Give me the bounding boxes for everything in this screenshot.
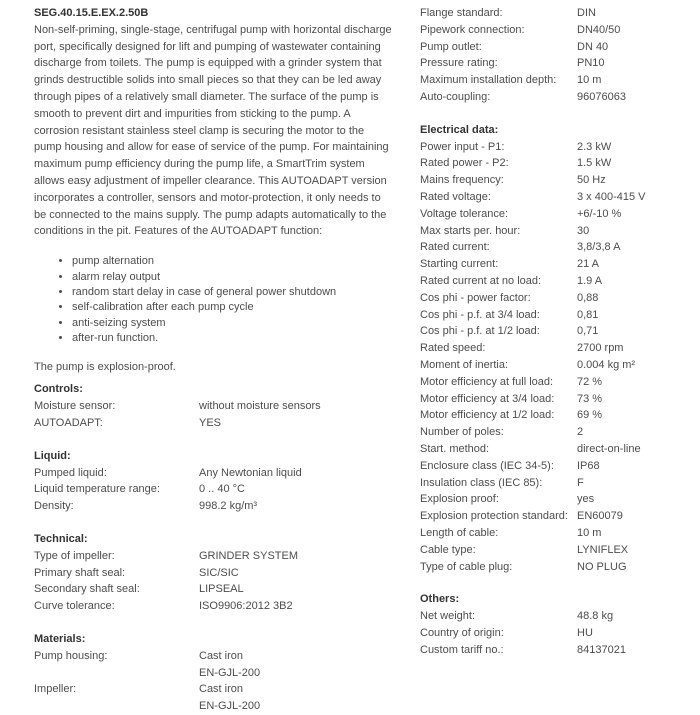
feature-item: • alarm relay output [72, 270, 394, 285]
spec-label: Motor efficiency at 1/2 load: [420, 409, 555, 422]
spec-row [34, 598, 394, 615]
spec-row [420, 55, 690, 72]
spec-label: Country of origin: [420, 626, 504, 639]
spec-label: Auto-coupling: [420, 90, 491, 103]
spec-label: Starting current: [420, 258, 499, 271]
spec-value: +6/-10 % [577, 207, 622, 220]
controls-title: Controls: [34, 383, 83, 396]
spec-row [420, 273, 690, 290]
spec-label: Length of cable: [420, 526, 499, 539]
spec-row [420, 525, 690, 542]
spec-row [420, 139, 690, 156]
product-description: Non-self-priming, single-stage, centrifugal pump with horizontal discharge port, specifically designed for lift and pumping of wastewater containing discharge from toilets. The pump is equipped with a grinder system that grinds destructible solids into small pieces so that they can be led away through pipes of a relatively small diameter. The surface of the pump is smooth to prevent dirt and impurities from sticking to the pump. A corrosion resistant stainless steel clamp is securing the motor to the pump housing and allow for ease of service of the pump. For maintaining maximum pump efficiency during the pump life, a SmartTrim system allows easy adjustment of impeller clearance. This AUTOADAPT version incorporates a controller, sensors and motor-protection, it only needs to be connected to the mains supply. The pump adapts automatically to the conditions in the pit. Features of the AUTOADAPT function: [34, 23, 392, 238]
spec-value: 1.9 A [577, 274, 603, 287]
spec-value: 2.3 kW [577, 140, 612, 153]
spec-value: YES [199, 416, 222, 429]
spec-label: Pump outlet: [420, 40, 482, 53]
spec-value: 1.5 kW [577, 157, 612, 170]
spec-label: Rated current at no load: [420, 274, 542, 287]
spec-value: Cast iron [199, 649, 244, 662]
spec-label: Insulation class (IEC 85): [420, 476, 543, 489]
spec-value: 10 m [577, 74, 602, 87]
spec-value: direct-on-line [577, 442, 641, 455]
spec-label: Max starts per. hour: [420, 224, 521, 237]
spec-label: AUTOADAPT: [34, 416, 103, 429]
spec-value: 21 A [577, 258, 600, 271]
spec-label: Start. method: [420, 442, 490, 455]
spec-label: Net weight: [420, 610, 476, 623]
spec-label: Custom tariff no.: [420, 643, 504, 656]
right-column [420, 5, 690, 658]
spec-row [420, 559, 690, 576]
spec-row [420, 608, 690, 625]
spec-label: Voltage tolerance: [420, 207, 509, 220]
spec-label: Curve tolerance: [34, 600, 115, 613]
spec-value: NO PLUG [577, 560, 627, 573]
spec-row [34, 581, 394, 598]
electrical-title: Electrical data: [420, 123, 499, 136]
spec-label: Pumped liquid: [34, 466, 107, 479]
feature-item: • pump alternation [72, 254, 394, 269]
spec-row [420, 642, 690, 659]
spec-label: Cos phi - p.f. at 1/2 load: [420, 325, 540, 338]
feature-item: • anti-seizing system [72, 316, 394, 331]
spec-value: LYNIFLEX [577, 543, 629, 556]
spec-value: 72 % [577, 375, 603, 388]
spec-row [34, 681, 394, 698]
spec-label: Motor efficiency at 3/4 load: [420, 392, 555, 405]
spec-value: GRINDER SYSTEM [199, 549, 299, 562]
spec-row [420, 491, 690, 508]
spec-value: EN-GJL-200 [199, 666, 261, 679]
spec-label: Number of poles: [420, 426, 504, 439]
spec-row [420, 89, 690, 106]
spec-value: 998.2 kg/m³ [199, 500, 258, 513]
spec-value: SIC/SIC [199, 566, 239, 579]
spec-row [420, 22, 690, 39]
spec-row [420, 172, 690, 189]
spec-value: 50 Hz [577, 174, 606, 187]
spec-value: HU [577, 626, 593, 639]
spec-value: 0.004 kg m² [577, 358, 636, 371]
spec-row [34, 548, 394, 565]
spec-row [420, 458, 690, 475]
spec-value: 0,81 [577, 308, 599, 321]
spec-value: EN60079 [577, 510, 623, 523]
spec-label: Cos phi - power factor: [420, 291, 531, 304]
spec-row [420, 206, 690, 223]
spec-label: Maximum installation depth: [420, 74, 557, 87]
spec-row [420, 256, 690, 273]
spec-value: 2 [577, 426, 584, 439]
spec-label: Flange standard: [420, 7, 503, 19]
spec-row [420, 5, 690, 22]
spec-label: Primary shaft seal: [34, 566, 126, 579]
spec-label: Motor efficiency at full load: [420, 375, 554, 388]
feature-item: • self-calibration after each pump cycle [72, 300, 394, 315]
spec-row [420, 155, 690, 172]
spec-value: 3,8/3,8 A [577, 241, 621, 254]
spec-row [34, 398, 394, 415]
technical-title: Technical: [34, 532, 88, 545]
product-code: SEG.40.15.E.EX.2.50B [34, 7, 149, 19]
spec-label: Density: [34, 500, 74, 513]
spec-label [34, 665, 199, 682]
spec-row [420, 357, 690, 374]
spec-row [34, 498, 394, 515]
spec-label: Liquid temperature range: [34, 483, 160, 496]
spec-row [420, 424, 690, 441]
spec-row [420, 323, 690, 340]
spec-value: 0,71 [577, 325, 599, 338]
spec-row [420, 307, 690, 324]
spec-row [420, 290, 690, 307]
spec-row [34, 665, 394, 682]
spec-label: Pump housing: [34, 649, 108, 662]
explosion-note: The pump is explosion-proof. [34, 360, 176, 373]
spec-value: Any Newtonian liquid [199, 466, 302, 479]
spec-label: Cos phi - p.f. at 3/4 load: [420, 308, 540, 321]
others-title: Others: [420, 593, 460, 606]
spec-label: Rated voltage: [420, 190, 491, 203]
spec-value: ISO9906:2012 3B2 [199, 600, 293, 613]
spec-label: Type of cable plug: [420, 560, 513, 573]
spec-label: Rated current: [420, 241, 490, 254]
spec-value: DIN [577, 7, 596, 19]
spec-row [420, 475, 690, 492]
spec-value: EN-GJL-200 [199, 700, 261, 713]
spec-row [420, 407, 690, 424]
spec-row [420, 625, 690, 642]
spec-value: LIPSEAL [199, 583, 244, 596]
spec-row [420, 189, 690, 206]
spec-value: DN 40 [577, 40, 609, 53]
spec-label: Secondary shaft seal: [34, 583, 140, 596]
feature-item: • random start delay in case of general power shutdown [72, 285, 394, 300]
spec-row [420, 391, 690, 408]
spec-row [420, 223, 690, 240]
spec-label: Moment of inertia: [420, 358, 509, 371]
spec-label: Moisture sensor: [34, 400, 116, 413]
spec-label: Rated speed: [420, 342, 486, 355]
spec-value: DN40/50 [577, 23, 621, 36]
spec-label: Impeller: [34, 683, 77, 696]
spec-row [34, 465, 394, 482]
left-column [34, 5, 394, 715]
spec-row [420, 340, 690, 357]
materials-title: Materials: [34, 632, 86, 645]
spec-label: Cable type: [420, 543, 476, 556]
spec-row [420, 72, 690, 89]
spec-label: Pipework connection: [420, 23, 525, 36]
spec-value: 48.8 kg [577, 610, 614, 623]
spec-row [34, 415, 394, 432]
spec-label: Explosion protection standard: [420, 510, 568, 523]
spec-value: Cast iron [199, 683, 244, 696]
spec-row [34, 648, 394, 665]
spec-value: 84137021 [577, 643, 626, 656]
spec-label: Rated power - P2: [420, 157, 509, 170]
spec-value: 73 % [577, 392, 603, 405]
spec-value: PN10 [577, 57, 605, 70]
spec-value: without moisture sensors [199, 400, 321, 413]
liquid-title: Liquid: [34, 449, 71, 462]
spec-value: 30 [577, 224, 590, 237]
spec-row [420, 374, 690, 391]
spec-label: Power input - P1: [420, 140, 505, 153]
spec-label: Enclosure class (IEC 34-5): [420, 459, 554, 472]
spec-value: 3 x 400-415 V [577, 190, 646, 203]
spec-value: yes [577, 493, 595, 506]
spec-value: F [577, 476, 584, 489]
spec-label [34, 698, 199, 715]
spec-value: 96076063 [577, 90, 626, 103]
spec-value: 69 % [577, 409, 603, 422]
spec-value: 2700 rpm [577, 342, 624, 355]
spec-label: Pressure rating: [420, 57, 498, 70]
spec-row [34, 565, 394, 582]
spec-value: IP68 [577, 459, 600, 472]
spec-value: 10 m [577, 526, 602, 539]
spec-value: 0,88 [577, 291, 599, 304]
spec-label: Explosion proof: [420, 493, 499, 506]
spec-row [34, 481, 394, 498]
spec-value: 0 .. 40 °C [199, 483, 245, 496]
feature-list [34, 254, 394, 346]
spec-label: Type of impeller: [34, 549, 115, 562]
spec-row [420, 39, 690, 56]
spec-row [34, 698, 394, 715]
spec-row [420, 542, 690, 559]
spec-row [420, 441, 690, 458]
feature-item: • after-run function. [72, 331, 394, 346]
spec-row [420, 508, 690, 525]
spec-label: Mains frequency: [420, 174, 504, 187]
spec-row [420, 239, 690, 256]
